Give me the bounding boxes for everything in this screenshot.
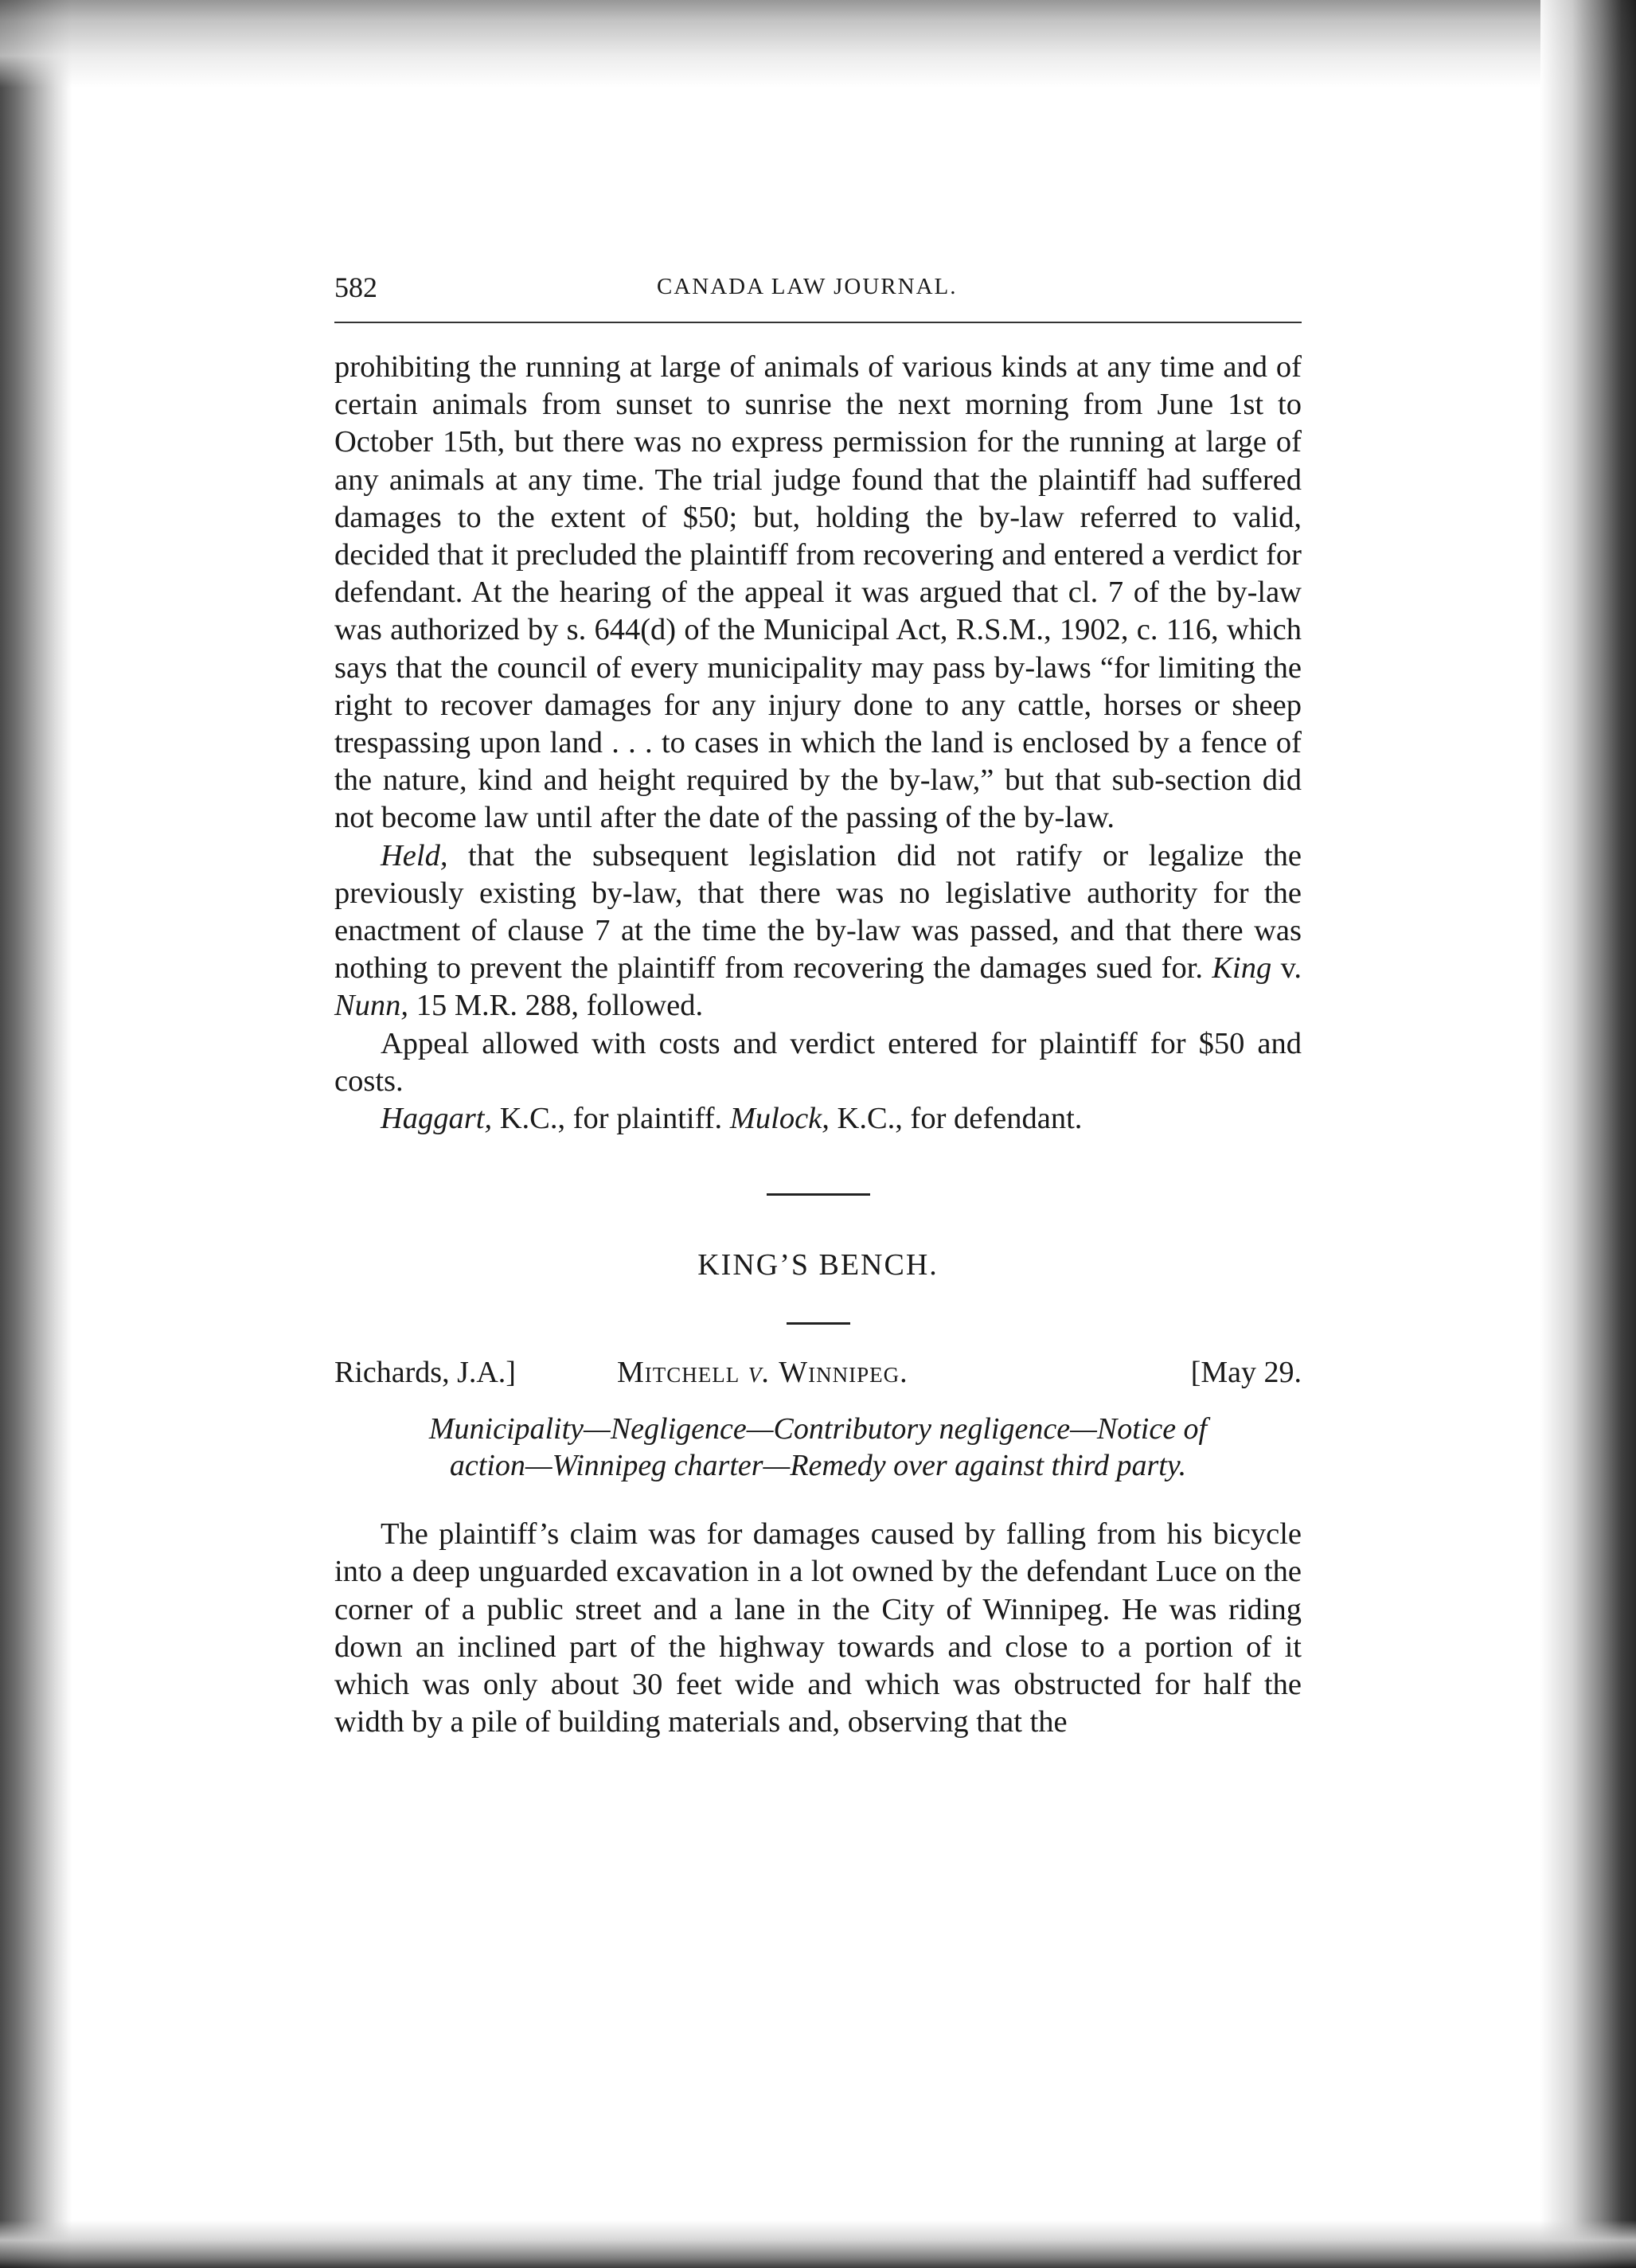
- scan-edge-top: [0, 0, 1636, 88]
- headnote: [334, 1411, 1302, 1484]
- case-versus: v.: [740, 1356, 779, 1390]
- scan-edge-left: [0, 0, 72, 2268]
- counsel-line: [334, 1100, 1302, 1138]
- continuation-paragraph: prohibiting the running at large of animals of various kinds at any time and of certain animals from sunset to sunrise the next morning from June 1st to October 15th, but there was no express permission for the running at large of any animals at any time. The trial judge found that the plaintiff had suffered damages to the extent of $50; but, holding the by-law referred to valid, decided that it precluded the plaintiff from recovering and entered a verdict for defendant. At the hearing of the appeal it was argued that cl. 7 of the by-law was authorized by s. 644(d) of the Municipal Act, R.S.M., 1902, c. 116, which says that the council of every municipality may pass by-laws “for limiting the right to recover damages for any injury done to any cattle, horses or sheep trespassing upon land . . . to cases in which the land is enclosed by a fence of the nature, kind and height required by the by-law,” but that sub-section did not become law until after the date of the passing of the by-law.: [334, 350, 1302, 835]
- citation-versus: v.: [1271, 951, 1302, 986]
- scan-edge-bottom: [0, 2220, 1636, 2268]
- plaintiff-counsel-text: K.C., for plaintiff.: [492, 1102, 730, 1136]
- held-text-1: that the subsequent legislation did not ratify or legalize the previously existing by-law, that there was no legislative authority for the enactment of clause 7 at the time the by-law was passed, and that there was nothing to prevent the plaintiff from recovering the damages sued for.: [334, 838, 1302, 986]
- headnote-line-1: Municipality—Negligence—Contributory negligence—Notice of: [428, 1412, 1208, 1446]
- journal-title: CANADA LAW JOURNAL.: [657, 274, 958, 299]
- section-divider: [767, 1193, 870, 1196]
- case-party-2: Winnipeg.: [779, 1356, 908, 1390]
- section-heading: KING’S BENCH.: [697, 1248, 939, 1282]
- case-name: [617, 1355, 908, 1390]
- plaintiff-counsel-name: Haggart,: [381, 1102, 493, 1136]
- body-paragraph: The plaintiff’s claim was for damages caused by falling from his bicycle into a deep unguarded excavation in a lot owned by the defendant Luce on the corner of a public street and a lane in the City of Winnipeg. He was riding down an inclined part of the highway towards and close to a portion of it which was only about 30 feet wide and which was obstructed for half the width by a pile of building materials and, observing that the: [334, 1517, 1302, 1739]
- case-date: [May 29.: [1190, 1356, 1302, 1390]
- case-caption: [334, 1355, 1302, 1395]
- defendant-counsel-name: Mulock,: [729, 1102, 830, 1136]
- heading-divider: [787, 1322, 850, 1325]
- headnote-line-2: action—Winnipeg charter—Remedy over against third party.: [449, 1449, 1187, 1483]
- case-judge: Richards, J.A.]: [334, 1356, 516, 1390]
- defendant-counsel-text: K.C., for defendant.: [829, 1102, 1083, 1136]
- page-number: 582: [334, 271, 377, 303]
- scan-edge-right: [1540, 0, 1636, 2268]
- case-citation-king: King: [1212, 951, 1272, 986]
- held-paragraph: [334, 837, 1302, 1025]
- disposition-paragraph: Appeal allowed with costs and verdict entered for plaintiff for $50 and costs.: [334, 1026, 1302, 1098]
- running-head: [334, 263, 1302, 310]
- held-text-2: 15 M.R. 288, followed.: [408, 989, 704, 1023]
- journal-page: [334, 263, 1302, 1741]
- case-party-1: Mitchell: [617, 1356, 740, 1390]
- held-label: Held,: [381, 838, 448, 872]
- header-rule: [334, 322, 1302, 323]
- case-citation-nunn: Nunn,: [334, 989, 409, 1023]
